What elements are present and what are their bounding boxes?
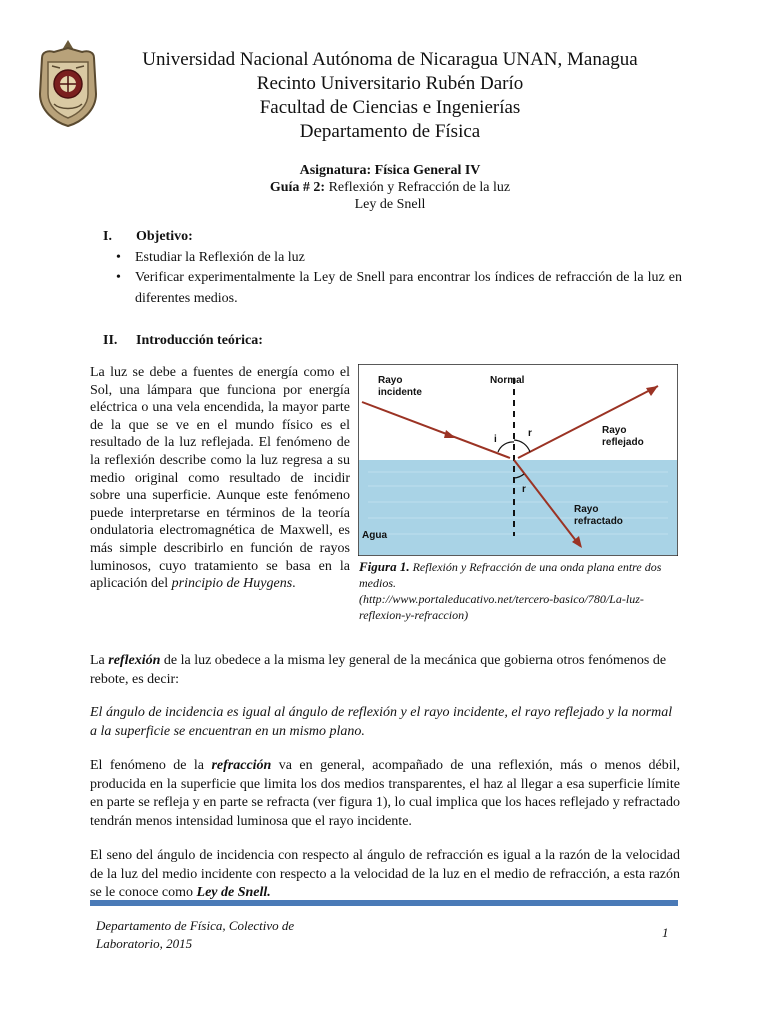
label-rayo-reflejado: Rayo [602, 425, 627, 436]
label-reflejado: reflejado [602, 437, 644, 448]
snell-text: El seno del ángulo de incidencia con respecto al ángulo de refracción es igual a la razón de la velocidad de la luz del medio incidente con respecto a la velocidad de la luz en el medio de refracción, a esta razón se le conoce como [90, 848, 680, 900]
refraction-paragraph [90, 757, 680, 831]
snell-paragraph [90, 847, 680, 903]
snell-law-term: Ley de Snell. [196, 885, 271, 900]
list-item-text: Estudiar la Reflexión de la luz [135, 250, 305, 265]
refraction-text-after: va en general, acompañado de una reflexión, más o menos débil, producida en la superficie que limita los dos medios transparentes, el haz al llegar a esa superficie límite en parte se refleja y en parte se refracta (ver figura 1), lo cual implica que los haces reflejado y refractado tendrán menos intensidad luminosa que el rayo incidente. [90, 758, 681, 829]
section-number: II. [103, 333, 118, 348]
refraction-term: refracción [211, 758, 272, 773]
guide-subtitle: Ley de Snell [354, 197, 426, 212]
bullet-icon: • [116, 250, 121, 265]
intro-text-end: . [292, 576, 296, 592]
label-r: r [528, 428, 532, 439]
list-item [116, 267, 682, 309]
department-name: Departamento de Física [299, 121, 481, 142]
reflection-text-after: de la luz obedece a la misma ley general de la mecánica que gobierna otros fenómenos de rebote, es decir: [90, 653, 667, 687]
section-title: Objetivo: [136, 229, 193, 244]
campus-name: Recinto Universitario Rubén Darío [256, 73, 524, 94]
guide-title [160, 179, 620, 197]
section-introduction-heading [103, 332, 263, 350]
intro-paragraph [90, 364, 350, 593]
huygens-term: principio de Huygens [171, 576, 293, 592]
subject-title: Asignatura: Física General IV [299, 163, 481, 178]
label-rayo: Rayo [378, 375, 403, 386]
guide-name: Reflexión y Refracción de la luz [328, 180, 511, 195]
reflection-text-before: La [90, 653, 109, 668]
label-incidente: incidente [378, 387, 422, 398]
figure-caption-url: (http://www.portaleducativo.net/tercero-basico/780/La-luz-reflexion-y-refraccion) [359, 592, 644, 622]
section-number: I. [103, 229, 112, 244]
university-seal-logo [34, 38, 102, 128]
section-objective-heading [103, 228, 193, 246]
footer-text: Departamento de Física, Colectivo de Laboratorio, 2015 [96, 918, 295, 951]
list-item [116, 247, 682, 268]
reflection-refraction-figure [358, 364, 678, 556]
reflection-paragraph [90, 651, 680, 689]
reflection-term: reflexión [108, 653, 161, 668]
figure-caption [359, 559, 679, 623]
label-normal: Normal [490, 375, 525, 386]
label-rayo-refractado: Rayo [574, 504, 599, 515]
footer-divider [90, 900, 678, 906]
guide-label: Guía # 2: [269, 180, 326, 195]
page-number: 1 [662, 925, 669, 940]
refraction-text-before: El fenómeno de la [90, 758, 212, 773]
intro-text: La luz se debe a fuentes de energía como el Sol, una lámpara que funciona por energía eléctrica o una vela encendida, la mayor parte de la que se ve en el mundo físico es el resultado de la luz reflejada. El fenómeno de la reflexión describe como la luz regresa a su medio original como resultado de incidir sobre una superficie. Aunque este fenómeno puede interpretarse en términos de la teoría ondulatoria electromagnética de Maxwell, es más simple describirlo en función de rayos luminosos, cuyo tratamiento se basa en la aplicación del [90, 365, 350, 592]
water-region [359, 460, 677, 555]
label-i: i [494, 434, 497, 445]
reflection-law-statement: El ángulo de incidencia es igual al ángulo de reflexión y el rayo incidente, el rayo reflejado y la normal a la superficie se encuentran en un mismo plano. [90, 705, 673, 739]
faculty-name: Facultad de Ciencias e Ingenierías [259, 97, 521, 118]
figure-caption-text: Reflexión y Refracción de una onda plana entre dos medios. [359, 560, 662, 590]
label-refractado: refractado [574, 516, 623, 527]
list-item-text: Verificar experimentalmente la Ley de Snell para encontrar los índices de refracción de la luz en diferentes medios. [135, 270, 682, 306]
university-name: Universidad Nacional Autónoma de Nicaragua UNAN, Managua [142, 49, 638, 70]
label-agua: Agua [362, 530, 387, 541]
bullet-icon: • [116, 270, 121, 285]
section-title: Introducción teórica: [136, 333, 263, 348]
label-r2: r [522, 484, 526, 495]
figure-caption-label: Figura 1. [359, 559, 410, 574]
